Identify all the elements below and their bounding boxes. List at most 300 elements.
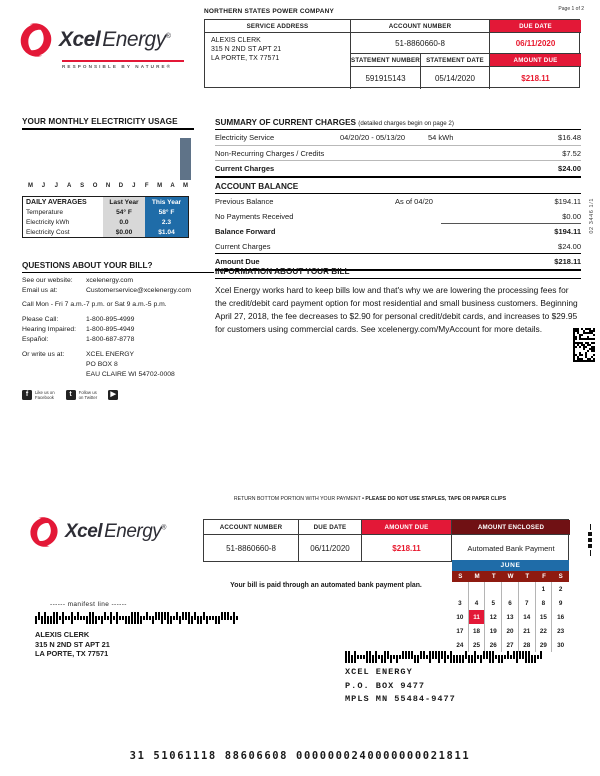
questions-section-title: QUESTIONS ABOUT YOUR BILL?: [22, 261, 214, 273]
imb-bar: [495, 655, 497, 659]
imb-bar: [188, 612, 190, 624]
calendar-date-cell: 7: [519, 596, 536, 610]
stub-account-number-value: 51-8860660-8: [204, 535, 299, 561]
imb-bar: [501, 655, 503, 663]
chart-column: [114, 133, 127, 191]
chart-month-label: N: [105, 183, 111, 189]
daily-averages-header-cell: Last Year: [103, 197, 145, 207]
chart-month-label: A: [170, 183, 175, 189]
imb-bar: [200, 616, 202, 624]
imb-bar: [53, 612, 55, 624]
imb-bar: [236, 616, 238, 620]
imb-bar: [218, 616, 220, 624]
imb-bar: [366, 651, 368, 663]
account-summary-box: [204, 19, 580, 88]
chart-column: [166, 133, 179, 191]
calendar-date-cell: 8: [536, 596, 553, 610]
calendar-date-cell: 17: [452, 624, 469, 638]
imb-bar: [98, 616, 100, 620]
imb-bar: [224, 612, 226, 620]
phone-row: [22, 315, 222, 325]
chart-column: [24, 133, 37, 191]
xcel-swirl-icon: [28, 516, 60, 548]
imb-bar: [486, 651, 488, 659]
balance-rows: [215, 194, 581, 271]
imb-bar: [465, 651, 467, 659]
logo-word-energy: Energy: [102, 28, 166, 51]
imb-bar: [101, 616, 103, 624]
chart-column: [37, 133, 50, 191]
daily-averages-cell: 2.3: [145, 217, 188, 227]
imb-bar: [116, 612, 118, 624]
imb-bar: [450, 651, 452, 663]
imb-bar: [113, 616, 115, 620]
imb-bar: [390, 655, 392, 663]
social-label-line: Like us on: [35, 390, 55, 395]
contact-row: [22, 276, 222, 286]
registered-mark: ®: [165, 33, 171, 40]
imb-bar: [405, 651, 407, 659]
imb-bar: [65, 616, 67, 620]
daily-averages-cell: 0.0: [103, 217, 145, 227]
calendar-due-date-cell: 11: [469, 610, 486, 624]
imb-bar: [80, 616, 82, 620]
remit-address-line: XCEL ENERGY: [345, 667, 413, 677]
customer-street: 315 N 2ND ST APT 21: [211, 45, 282, 53]
stub-amount-due-header: AMOUNT DUE: [362, 520, 452, 535]
calendar-date-cell: 21: [519, 624, 536, 638]
imb-bar: [41, 616, 43, 624]
imb-bar: [393, 655, 395, 659]
balance-row-label: Current Charges: [215, 241, 271, 251]
imb-bar: [510, 655, 512, 659]
summary-row-usage: 54 kWh: [428, 133, 454, 142]
imb-bar: [492, 651, 494, 663]
contact-row-label: See our website:: [22, 277, 73, 284]
stub-amount-enclosed-header: AMOUNT ENCLOSED: [452, 520, 570, 535]
calendar-day-header: S: [558, 573, 563, 580]
daily-averages-table: [22, 196, 189, 238]
imb-bar: [540, 651, 542, 659]
stub-due-date-header: DUE DATE: [299, 520, 362, 535]
summary-title-text: SUMMARY OF CURRENT CHARGES: [215, 118, 357, 127]
imb-bar: [417, 655, 419, 663]
imb-bar: [89, 612, 91, 624]
facebook-icon: f: [22, 390, 32, 400]
chart-month-label: A: [67, 183, 72, 189]
imb-bar: [137, 612, 139, 624]
imb-bar: [441, 651, 443, 659]
imb-bar: [131, 612, 133, 624]
imb-bar: [155, 612, 157, 620]
imb-bar: [351, 655, 353, 663]
contact-row: [22, 286, 222, 296]
imb-bar: [185, 612, 187, 620]
imb-bar: [429, 651, 431, 663]
imb-bar: [474, 651, 476, 663]
calendar-day-header: W: [507, 573, 514, 580]
imb-bar: [128, 616, 130, 624]
return-instruction: [150, 496, 590, 502]
imb-bar: [44, 612, 46, 624]
imb-bar: [372, 655, 374, 663]
remit-address-line: P.O. BOX 9477: [345, 680, 426, 691]
imb-bar: [107, 616, 109, 620]
imb-bar: [462, 655, 464, 663]
imb-bar: [369, 651, 371, 663]
imb-barcode-customer: [35, 612, 238, 624]
datamatrix-barcode: [573, 328, 595, 362]
imb-bar: [516, 651, 518, 663]
imb-bar: [426, 655, 428, 659]
imb-bar: [408, 651, 410, 659]
balance-row-label: Amount Due: [215, 257, 260, 266]
chart-month-label: O: [92, 183, 98, 189]
calendar-date-cell: 5: [485, 596, 502, 610]
print-control-code: 02 3446 1/1: [589, 198, 595, 234]
imb-bar: [444, 651, 446, 663]
info-body: Xcel Energy works hard to keep bills low and that's why we are lowering the processing fees for the credit/debit card payment option for most residential and small business customers. Beginning April 27, 2018, the fee decreases to $2.90 for personal credit/debit cards, and increases to $29.95 for customers using commercial cards. See xcelenergy.com/MyAccount for more details.: [215, 285, 578, 334]
balance-row: [215, 224, 581, 239]
phone-row-value: 1-800-687-8778: [86, 336, 135, 343]
chart-month-label: J: [41, 183, 46, 189]
logo-word-energy: Energy: [104, 521, 162, 542]
imb-bar: [149, 616, 151, 620]
imb-bar: [438, 651, 440, 663]
imb-bar: [471, 655, 473, 663]
phone-row: [22, 335, 222, 345]
calendar-date-cell: 18: [469, 624, 486, 638]
imb-bar: [345, 651, 347, 663]
twitter-icon: t: [66, 390, 76, 400]
imb-bar: [507, 651, 509, 659]
imb-bar: [528, 651, 530, 663]
imb-barcode-remit: [345, 651, 542, 663]
summary-row-label: Non-Recurring Charges / Credits: [215, 148, 325, 158]
calendar-date-cell: 10: [452, 610, 469, 624]
xcel-swirl-icon: [18, 22, 54, 58]
calendar-date-cell: 20: [502, 624, 519, 638]
imb-bar: [357, 655, 359, 659]
imb-bar: [74, 616, 76, 620]
summary-title-note: (detailed charges begin on page 2): [358, 120, 454, 127]
phone-row-value: 1-800-895-4949: [86, 326, 135, 333]
daily-averages-row: [23, 217, 188, 227]
imb-bar: [206, 616, 208, 624]
summary-row-label: Current Charges: [215, 164, 275, 173]
page-indicator: Page 1 of 2: [558, 6, 584, 12]
imb-bar: [68, 616, 70, 620]
stub-amount-due-value: $218.11: [362, 535, 452, 561]
imb-bar: [143, 616, 145, 620]
calendar-date-cell: 29: [536, 638, 553, 652]
imb-bar: [56, 612, 58, 624]
daily-averages-cell: Electricity Cost: [26, 228, 70, 236]
calendar-day-headers: [452, 571, 569, 582]
calendar-date-cell: [519, 582, 536, 596]
imb-bar: [191, 616, 193, 624]
calendar-date-cell: 16: [557, 613, 565, 621]
chart-column: [127, 133, 140, 191]
imb-bar: [447, 655, 449, 659]
imb-bar: [212, 616, 214, 620]
calendar-date-cell: 2: [558, 585, 563, 593]
calendar-date-cell: [485, 582, 502, 596]
info-section: [215, 267, 581, 336]
imb-bar: [164, 612, 166, 620]
twitter-link: [66, 390, 98, 400]
imb-bar: [348, 651, 350, 663]
imb-bar: [468, 655, 470, 663]
chart-bar-area: [180, 133, 191, 180]
imb-bar: [534, 655, 536, 663]
imb-bar: [221, 612, 223, 620]
imb-bar: [519, 651, 521, 659]
imb-bar: [459, 655, 461, 663]
daily-averages-header-row: [23, 197, 188, 207]
imb-bar: [414, 655, 416, 663]
daily-averages-cell: 54° F: [103, 207, 145, 217]
chart-month-label: M: [157, 183, 163, 189]
statement-date-value: 05/14/2020: [421, 67, 490, 89]
imb-bar: [456, 655, 458, 663]
service-address-header: SERVICE ADDRESS: [205, 20, 351, 33]
daily-averages-cell: 58° F: [145, 207, 188, 217]
imb-bar: [411, 651, 413, 659]
calendar-date-cell: 3: [452, 596, 469, 610]
usage-section-title: YOUR MONTHLY ELECTRICITY USAGE: [22, 117, 194, 130]
phone-row-label: Hearing Impaired:: [22, 326, 77, 333]
daily-averages-cell: $0.00: [103, 227, 145, 237]
logo-wordmark: [59, 28, 170, 52]
chart-column: [50, 133, 63, 191]
manifest-line: ------ manifest line ------: [50, 601, 127, 608]
imb-bar: [227, 612, 229, 620]
customer-address-line: 315 N 2ND ST APT 21: [35, 639, 110, 649]
balance-row-amount: $194.11: [554, 227, 581, 236]
summary-rows: [215, 130, 581, 178]
imb-bar: [92, 612, 94, 624]
calendar-day-header: S: [458, 573, 463, 580]
stub-amount-enclosed-value: Automated Bank Payment: [467, 543, 555, 553]
balance-row: [215, 194, 581, 209]
imb-bar: [95, 616, 97, 624]
calendar-date-cell: 13: [502, 610, 519, 624]
imb-bar: [146, 612, 148, 620]
contact-row-value: Customerservice@xcelenergy.com: [86, 287, 191, 294]
write-us-row: [22, 350, 222, 380]
imb-bar: [77, 612, 79, 620]
calendar-date-cell: 12: [485, 610, 502, 624]
balance-row-amount: $24.00: [558, 241, 581, 251]
daily-averages-header-cell: DAILY AVERAGES: [26, 198, 87, 206]
write-us-address-line: PO BOX 8: [86, 361, 118, 368]
balance-row-amount: $218.11: [554, 257, 581, 266]
due-date-value: 06/11/2020: [490, 33, 581, 54]
write-us-address: [86, 350, 175, 380]
account-number-value: 51-8860660-8: [351, 33, 490, 54]
customer-mailing-address: [35, 630, 110, 659]
imb-bar: [378, 655, 380, 659]
chart-column: [153, 133, 166, 191]
return-instruction-bold: • PLEASE DO NOT USE STAPLES, TAPE OR PAPER CLIPS: [362, 496, 507, 502]
registered-mark: ®: [161, 524, 166, 532]
social-label-line: on Twitter: [78, 395, 98, 400]
imb-bar: [489, 651, 491, 663]
xcel-energy-logo: [18, 22, 184, 69]
imb-bar: [158, 612, 160, 620]
chart-column: [140, 133, 153, 191]
statement-number-header: STATEMENT NUMBER: [351, 54, 421, 67]
imb-bar: [453, 655, 455, 663]
imb-bar: [396, 655, 398, 663]
imb-bar: [161, 612, 163, 624]
summary-section: [215, 118, 581, 178]
remit-address: [345, 666, 456, 707]
phone-row-label: Please Call:: [22, 316, 59, 323]
imb-bar: [83, 616, 85, 620]
write-us-address-line: XCEL ENERGY: [86, 351, 135, 358]
imb-bar: [233, 612, 235, 624]
imb-bar: [194, 612, 196, 620]
facebook-link: [22, 390, 55, 400]
social-label-line: Facebook: [35, 395, 54, 400]
due-date-header: DUE DATE: [490, 20, 581, 33]
write-us-label: Or write us at:: [22, 351, 65, 358]
balance-row-detail: As of 04/20: [395, 197, 433, 206]
customer-address-line: ALEXIS CLERK: [35, 630, 90, 639]
imb-bar: [122, 616, 124, 620]
logo-tagline: RESPONSIBLE BY NATURE®: [62, 64, 173, 69]
balance-row-label: Previous Balance: [215, 197, 274, 206]
imb-bar: [483, 651, 485, 659]
imb-bar: [119, 616, 121, 620]
phone-row: [22, 325, 222, 335]
questions-body: [22, 276, 222, 400]
calendar-date-cell: 19: [485, 624, 502, 638]
imb-bar: [375, 651, 377, 663]
summary-row-amount: $24.00: [558, 164, 581, 173]
imb-bar: [140, 616, 142, 624]
account-number-header: ACCOUNT NUMBER: [351, 20, 490, 33]
imb-bar: [134, 612, 136, 624]
imb-bar: [435, 651, 437, 659]
imb-bar: [197, 616, 199, 624]
imb-bar: [35, 616, 37, 624]
imb-bar: [420, 651, 422, 659]
imb-bar: [176, 612, 178, 620]
stub-account-number-header: ACCOUNT NUMBER: [204, 520, 299, 535]
edge-registration-mark: [588, 524, 592, 556]
imb-bar: [152, 616, 154, 624]
calendar-date-cell: 25: [469, 638, 486, 652]
daily-averages-cell: Temperature: [26, 208, 64, 216]
service-address-value: [205, 33, 351, 89]
statement-number-value: 591915143: [351, 67, 421, 89]
write-us-address-line: EAU CLAIRE WI 54702-0008: [86, 371, 175, 378]
imb-bar: [110, 612, 112, 624]
contact-row-value: xcelenergy.com: [86, 277, 134, 284]
calendar-date-cell: 22: [536, 624, 553, 638]
youtube-link: [108, 390, 118, 400]
phone-row-value: 1-800-895-4999: [86, 316, 135, 323]
contact-row-label: Email us at:: [22, 287, 58, 294]
balance-row-amount: $0.00: [562, 211, 581, 221]
imb-bar: [38, 612, 40, 620]
youtube-icon: ▶: [108, 390, 118, 400]
calendar-date-cell: [452, 582, 469, 596]
chart-month-label: M: [183, 183, 189, 189]
chart-month-label: S: [80, 183, 85, 189]
imb-bar: [50, 616, 52, 624]
calendar-month: JUNE: [452, 560, 569, 571]
imb-bar: [363, 655, 365, 659]
balance-row: [215, 239, 581, 255]
balance-section: [215, 182, 581, 271]
imb-bar: [104, 612, 106, 620]
summary-title: [215, 118, 581, 130]
chart-month-label: J: [132, 183, 136, 189]
calendar-date-cell: 4: [469, 596, 486, 610]
calendar-day-header: T: [491, 573, 496, 580]
imb-bar: [47, 616, 49, 624]
summary-row-amount: $7.52: [562, 148, 581, 158]
chart-column: [76, 133, 89, 191]
imb-bar: [477, 655, 479, 659]
calendar-date-cell: 9: [558, 599, 563, 607]
customer-city: LA PORTE, TX 77571: [211, 54, 280, 62]
calendar-date-cell: 6: [502, 596, 519, 610]
chart-column: [179, 133, 192, 191]
chart-month-label: F: [144, 183, 149, 189]
imb-bar: [504, 655, 506, 659]
daily-averages-cell: $1.04: [145, 227, 188, 237]
statement-date-header: STATEMENT DATE: [421, 54, 490, 67]
imb-bar: [173, 616, 175, 620]
contact-hours: Call Mon - Fri 7 a.m.-7 p.m. or Sat 9 a.m.-5 p.m.: [22, 301, 167, 308]
imb-bar: [179, 616, 181, 624]
imb-bar: [62, 612, 64, 624]
imb-bar: [215, 616, 217, 624]
imb-bar: [86, 616, 88, 624]
daily-averages-cell: Electricity kWh: [26, 218, 70, 226]
imb-bar: [399, 655, 401, 659]
imb-bar: [354, 651, 356, 663]
payment-stub-table: [203, 519, 569, 562]
imb-bar: [203, 612, 205, 620]
logo-word-xcel: Xcel: [59, 28, 101, 51]
imb-bar: [209, 616, 211, 620]
customer-address-line: LA PORTE, TX 77571: [35, 649, 109, 659]
balance-row-amount: $194.11: [554, 197, 581, 206]
usage-bar: [180, 138, 191, 180]
imb-bar: [387, 651, 389, 659]
calendar-grid: [452, 582, 569, 652]
imb-bar: [71, 612, 73, 624]
calendar-date-cell: 23: [557, 627, 565, 635]
ocr-scan-line: 31 51061118 88606608 0000000240000000021811: [129, 750, 471, 762]
social-links: [22, 390, 222, 400]
imb-bar: [498, 655, 500, 663]
calendar-day-header: T: [525, 573, 530, 580]
imb-bar: [384, 651, 386, 663]
summary-row-label: Electricity Service: [215, 133, 275, 142]
imb-bar: [513, 651, 515, 659]
imb-bar: [531, 655, 533, 663]
calendar-day-header: F: [542, 573, 546, 580]
imb-bar: [182, 612, 184, 620]
imb-bar: [360, 655, 362, 659]
